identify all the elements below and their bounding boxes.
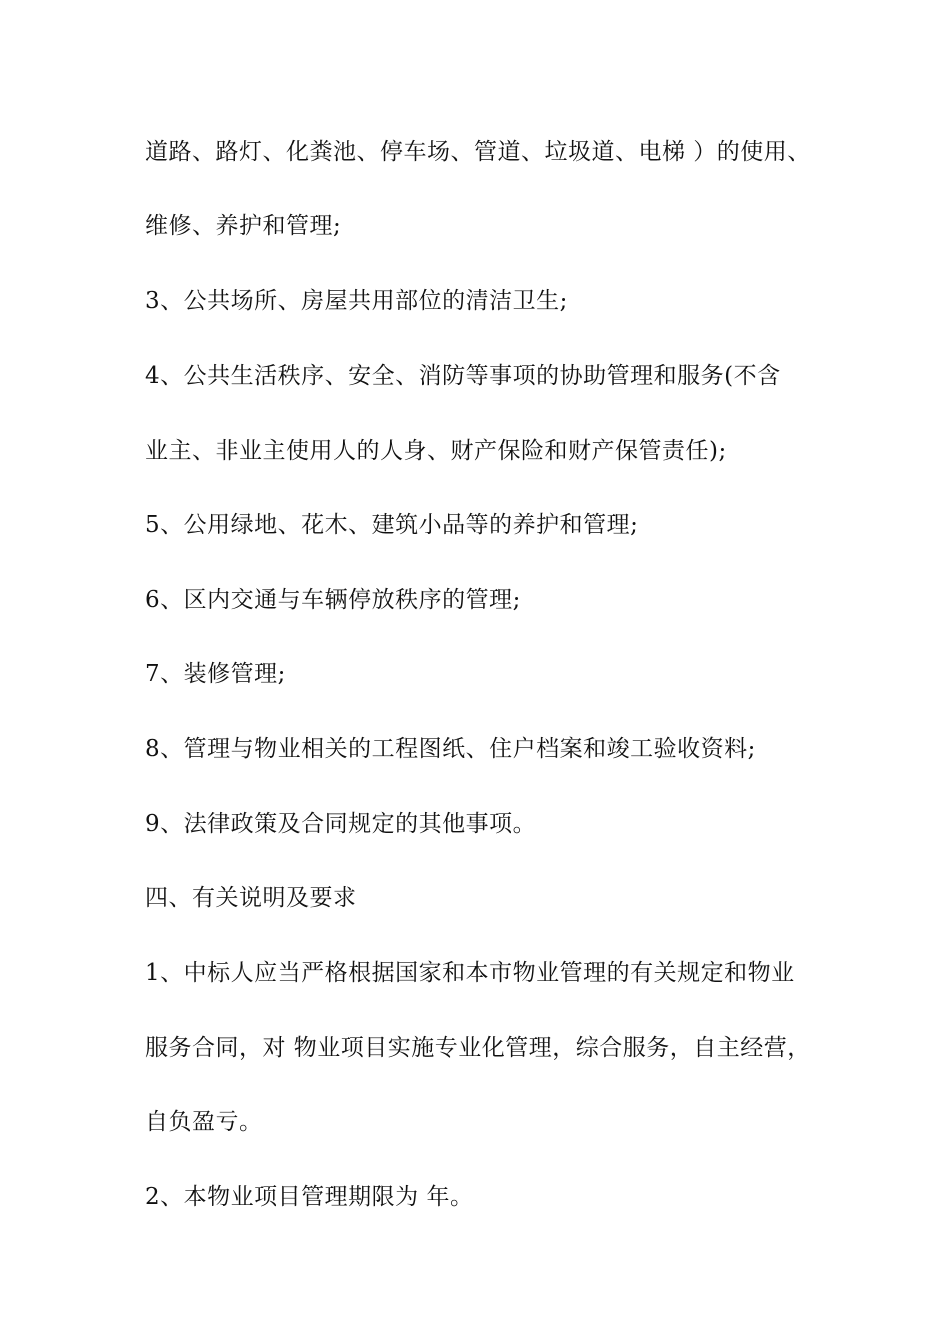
text-line: 6、区内交通与车辆停放秩序的管理; <box>145 587 521 613</box>
section-heading: 四、有关说明及要求 <box>145 885 357 911</box>
text-line: 8、管理与物业相关的工程图纸、住户档案和竣工验收资料; <box>145 736 756 762</box>
text-line: 9、法律政策及合同规定的其他事项。 <box>145 811 537 837</box>
text-line: 3、公共场所、房屋共用部位的清洁卫生; <box>145 288 568 314</box>
text-line: 4、公共生活秩序、安全、消防等事项的协助管理和服务(不含 <box>145 363 781 389</box>
text-line: 服务合同，对 物业项目实施专业化管理，综合服务，自主经营， <box>145 1035 811 1061</box>
text-line: 5、公用绿地、花木、建筑小品等的养护和管理; <box>145 512 639 538</box>
text-line: 道路、路灯、化粪池、停车场、管道、垃圾道、电梯 ）的使用、 <box>145 139 811 165</box>
text-line: 维修、养护和管理; <box>145 213 342 239</box>
text-line: 2、本物业项目管理期限为 年。 <box>145 1184 474 1210</box>
text-line: 7、装修管理; <box>145 661 286 687</box>
text-line: 业主、非业主使用人的人身、财产保险和财产保管责任); <box>145 438 727 464</box>
text-line: 自负盈亏。 <box>145 1109 263 1135</box>
text-line: 1、中标人应当严格根据国家和本市物业管理的有关规定和物业 <box>145 960 795 986</box>
